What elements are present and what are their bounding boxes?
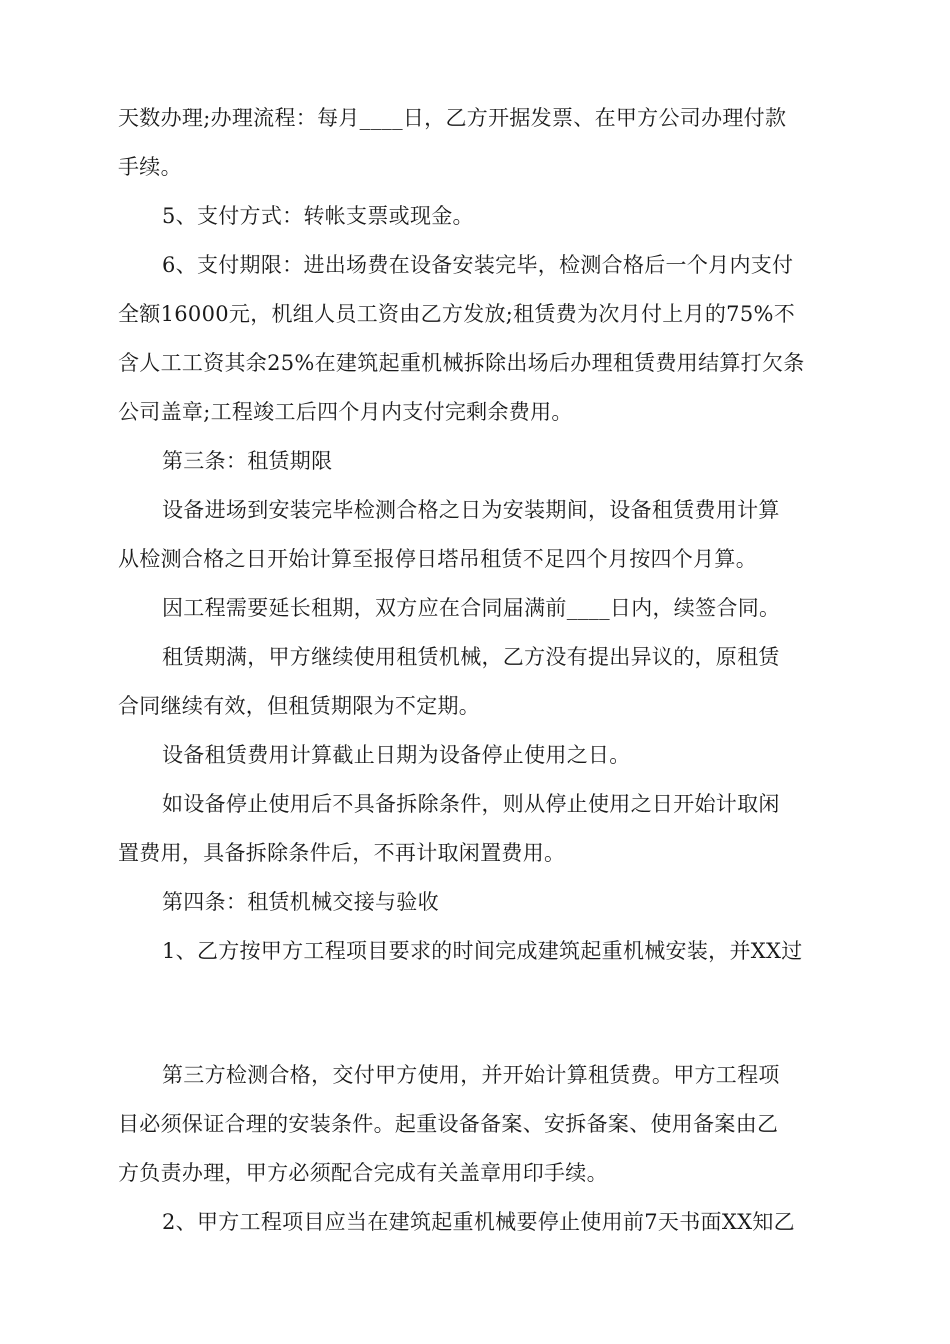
text-line: 租赁期满，甲方继续使用租赁机械，乙方没有提出异议的，原租赁 [162,645,780,669]
text-line: 如设备停止使用后不具备拆除条件，则从停止使用之日开始计取闲 [162,792,780,816]
text-line: 含人工工资其余25%在建筑起重机械拆除出场后办理租赁费用结算打欠条 [118,351,805,375]
text-line: 1、乙方按甲方工程项目要求的时间完成建筑起重机械安装，并XX过 [162,939,803,963]
text-line: 公司盖章;工程竣工后四个月内支付完剩余费用。 [118,400,573,424]
text-line: 因工程需要延长租期，双方应在合同届满前____日内，续签合同。 [162,596,781,620]
page-break-gap [118,976,833,1051]
text-line: 6、支付期限：进出场费在设备安装完毕，检测合格后一个月内支付 [162,253,794,277]
document-page [118,94,833,1247]
text-line: 置费用，具备拆除条件后，不再计取闲置费用。 [118,841,566,865]
text-line: 天数办理;办理流程：每月____日，乙方开据发票、在甲方公司办理付款 [118,106,787,130]
text-line: 手续。 [118,155,182,179]
text-line: 5、支付方式：转帐支票或现金。 [162,204,474,228]
text-line: 方负责办理，甲方必须配合完成有关盖章用印手续。 [118,1161,608,1185]
text-line: 第三方检测合格，交付甲方使用，并开始计算租赁费。甲方工程项 [162,1063,780,1087]
text-line: 全额16000元，机组人员工资由乙方发放;租赁费为次月付上月的75%不 [118,302,796,326]
section-heading: 第四条：租赁机械交接与验收 [162,890,439,914]
text-line: 目必须保证合理的安装条件。起重设备备案、安拆备案、使用备案由乙 [118,1112,779,1136]
text-line: 从检测合格之日开始计算至报停日塔吊租赁不足四个月按四个月算。 [118,547,757,571]
text-line: 合同继续有效，但租赁期限为不定期。 [118,694,481,718]
text-line: 设备进场到安装完毕检测合格之日为安装期间，设备租赁费用计算 [162,498,780,522]
text-line: 设备租赁费用计算截止日期为设备停止使用之日。 [162,743,631,767]
text-line: 2、甲方工程项目应当在建筑起重机械要停止使用前7天书面XX知乙 [162,1210,795,1234]
section-heading: 第三条：租赁期限 [162,449,333,473]
